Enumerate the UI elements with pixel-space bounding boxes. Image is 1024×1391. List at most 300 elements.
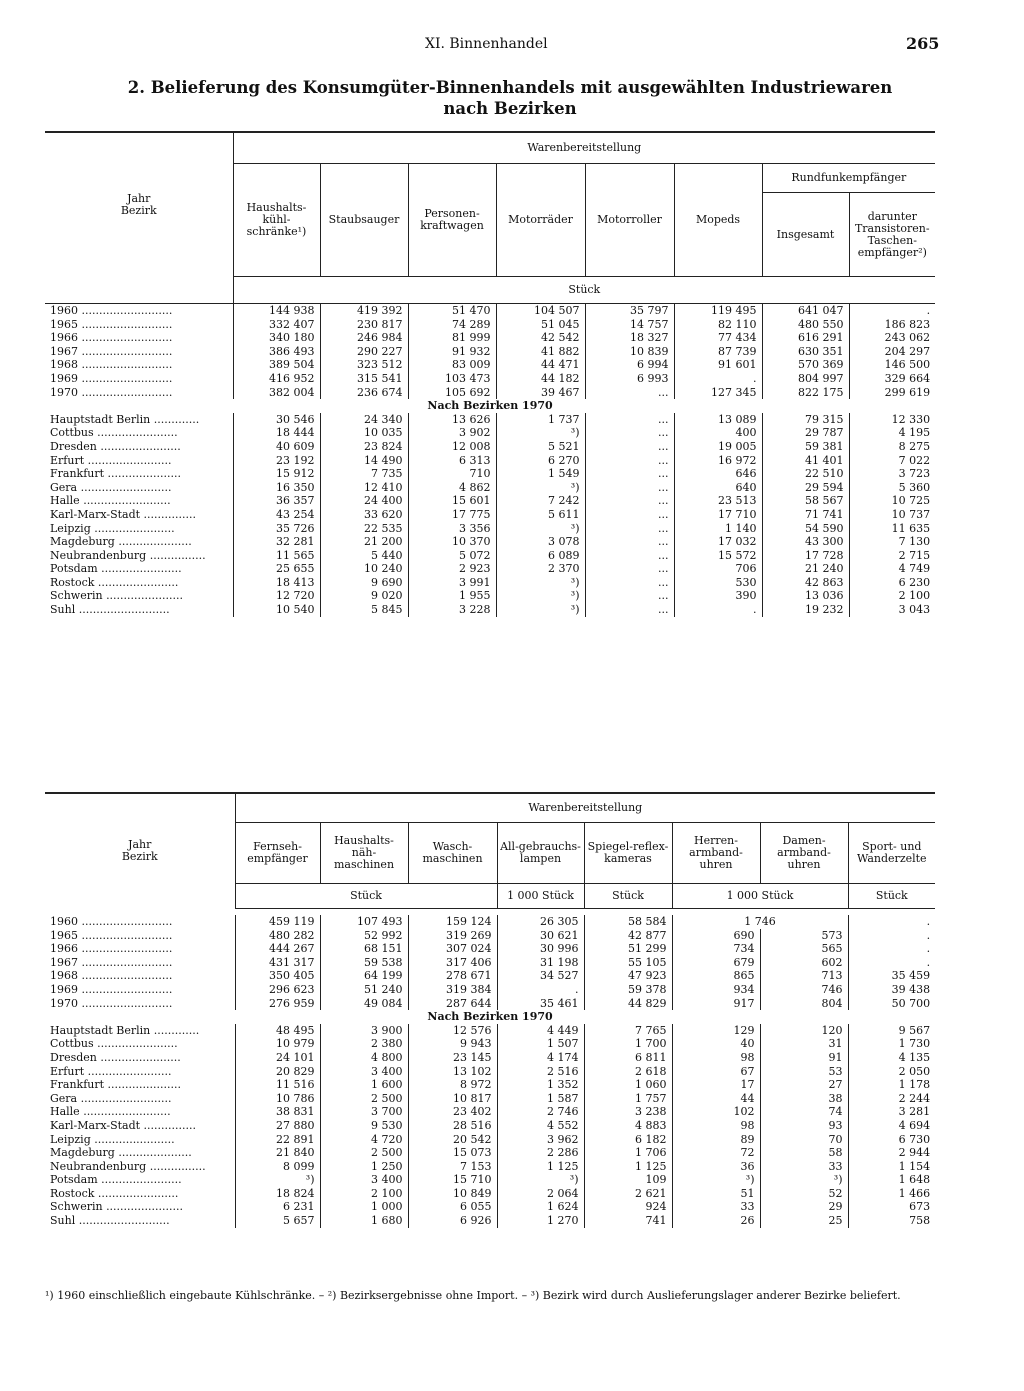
- table-cell: 74 289: [408, 318, 496, 332]
- table-cell: 317 406: [408, 956, 497, 970]
- table-cell: 18 327: [585, 331, 674, 345]
- table-cell: ...: [585, 494, 674, 508]
- table-cell: 72: [672, 1146, 760, 1160]
- table-row: [45, 942, 935, 956]
- row-label: 1966 ..........................: [50, 331, 173, 345]
- table-cell: ...: [585, 454, 674, 468]
- table-cell: 33: [760, 1160, 848, 1174]
- table-cell: 82 110: [674, 318, 762, 332]
- table-cell: 39 438: [848, 983, 935, 997]
- table-cell: 1 140: [674, 522, 762, 536]
- table-row: [45, 413, 935, 427]
- table-row: [45, 983, 935, 997]
- table-cell: 17 775: [408, 508, 496, 522]
- table-cell: 81 999: [408, 331, 496, 345]
- table-cell: 690: [672, 929, 760, 943]
- table-cell: 7 765: [584, 1024, 672, 1038]
- table-cell: 307 024: [408, 942, 497, 956]
- table-cell: 1 624: [497, 1200, 584, 1214]
- table-cell: 23 513: [674, 494, 762, 508]
- col-header: Sport- und Wanderzelte: [848, 823, 935, 884]
- table-row: [45, 535, 935, 549]
- table-cell: 47 923: [584, 969, 672, 983]
- table-cell: 2 380: [320, 1037, 408, 1051]
- unit-label: 1 000 Stück: [497, 884, 584, 909]
- col-header: Herren-armband-uhren: [672, 823, 760, 884]
- table-cell: 91 932: [408, 345, 496, 359]
- table-cell: 29 594: [762, 481, 849, 495]
- table-cell: 42 877: [584, 929, 672, 943]
- stub-header: [45, 793, 235, 909]
- table-cell: 17 032: [674, 535, 762, 549]
- table-cell: 74: [760, 1105, 848, 1119]
- table-cell: 51 470: [408, 304, 496, 318]
- table-cell: 602: [760, 956, 848, 970]
- table-cell: 204 297: [849, 345, 935, 359]
- table-cell: 23 192: [233, 454, 320, 468]
- table-cell: 104 507: [496, 304, 585, 318]
- table-cell: 865: [672, 969, 760, 983]
- table-cell: 319 269: [408, 929, 497, 943]
- table-cell: 10 240: [320, 562, 408, 576]
- table-cell: 15 710: [408, 1173, 497, 1187]
- table-cell: 119 495: [674, 304, 762, 318]
- table-cell: 4 883: [584, 1119, 672, 1133]
- table-cell: 804 997: [762, 372, 849, 386]
- table-cell: .: [848, 956, 935, 970]
- table-cell: 11 565: [233, 549, 320, 563]
- table-cell: 287 644: [408, 997, 497, 1011]
- table-cell: 641 047: [762, 304, 849, 318]
- table-cell: 444 267: [235, 942, 320, 956]
- table-cell: 16 972: [674, 454, 762, 468]
- table-cell: 1 178: [848, 1078, 935, 1092]
- table-cell: 1 125: [497, 1160, 584, 1174]
- table-cell: 4 449: [497, 1024, 584, 1038]
- table-row: [45, 481, 935, 495]
- table-cell: 12 720: [233, 589, 320, 603]
- table-cell: 278 671: [408, 969, 497, 983]
- table-cell: ...: [585, 426, 674, 440]
- row-label: Magdeburg .....................: [50, 1146, 192, 1160]
- table-cell: ...: [585, 440, 674, 454]
- row-label: 1965 ..........................: [50, 317, 173, 331]
- table-cell: 6 182: [584, 1133, 672, 1147]
- table-cell: 1 352: [497, 1078, 584, 1092]
- table-cell: 530: [674, 576, 762, 590]
- table-cell: 35 459: [848, 969, 935, 983]
- table2-years: [45, 915, 935, 1010]
- table1-years: [45, 304, 935, 400]
- table-cell: 5 611: [496, 508, 585, 522]
- table-cell: 243 062: [849, 331, 935, 345]
- table-row: [45, 1214, 935, 1228]
- table-cell: 1 955: [408, 589, 496, 603]
- table-cell: 741: [584, 1214, 672, 1228]
- table-cell: 570 369: [762, 358, 849, 372]
- table-cell: 9 943: [408, 1037, 497, 1051]
- table-cell: 15 572: [674, 549, 762, 563]
- table-cell: 35 461: [497, 997, 584, 1011]
- table-cell: 1 648: [848, 1173, 935, 1187]
- table-cell: 1 125: [584, 1160, 672, 1174]
- table-cell: 706: [674, 562, 762, 576]
- table-cell: 29: [760, 1200, 848, 1214]
- table-cell: ...: [585, 562, 674, 576]
- table-cell: .: [848, 942, 935, 956]
- table-cell: 2 621: [584, 1187, 672, 1201]
- table-row: [45, 929, 935, 943]
- table-row: [45, 494, 935, 508]
- table-cell: 83 009: [408, 358, 496, 372]
- table-cell: 332 407: [233, 318, 320, 332]
- table-cell: 24 340: [320, 413, 408, 427]
- table-cell: 40 609: [233, 440, 320, 454]
- table-cell: ³): [235, 1173, 320, 1187]
- unit-label: Stück: [584, 884, 672, 909]
- table-cell: 43 254: [233, 508, 320, 522]
- table-cell: 120: [760, 1024, 848, 1038]
- row-label: Karl-Marx-Stadt ...............: [50, 507, 196, 521]
- table-cell: 296 623: [235, 983, 320, 997]
- table-cell: 5 440: [320, 549, 408, 563]
- table-cell: 6 730: [848, 1133, 935, 1147]
- col-header: Fernseh-empfänger: [235, 823, 320, 884]
- table-cell: 67: [672, 1065, 760, 1079]
- table-cell: 17: [672, 1078, 760, 1092]
- table-cell: 3 400: [320, 1065, 408, 1079]
- table-cell: 1 706: [584, 1146, 672, 1160]
- table-cell: 44 471: [496, 358, 585, 372]
- row-label: Magdeburg .....................: [50, 535, 192, 549]
- row-label: Potsdam .......................: [50, 1173, 182, 1187]
- table-cell: 51 240: [320, 983, 408, 997]
- table-cell: .: [674, 372, 762, 386]
- table-cell: 9 020: [320, 589, 408, 603]
- table-row: [45, 969, 935, 983]
- table-row: [45, 372, 935, 386]
- table-cell: ...: [585, 576, 674, 590]
- unit-label: Stück: [848, 884, 935, 909]
- table-row: [45, 304, 935, 318]
- table-row: [45, 562, 935, 576]
- row-label: Suhl ..........................: [50, 603, 170, 617]
- table-row: [45, 318, 935, 332]
- table-cell: 17 728: [762, 549, 849, 563]
- table-cell: 1 000: [320, 1200, 408, 1214]
- table-cell: 10 817: [408, 1092, 497, 1106]
- table-cell: 13 036: [762, 589, 849, 603]
- table-cell: 2 370: [496, 562, 585, 576]
- col-header: Mopeds: [674, 164, 762, 277]
- col-header: Staubsauger: [320, 164, 408, 277]
- col-header: darunter Transistoren-Taschen-empfänger²): [849, 193, 935, 277]
- row-label: 1969 ..........................: [50, 982, 173, 996]
- stub-header-year: Jahr: [127, 191, 151, 205]
- row-label: Karl-Marx-Stadt ...............: [50, 1118, 196, 1132]
- table-cell: 21 240: [762, 562, 849, 576]
- col-header: Motorroller: [585, 164, 674, 277]
- table-cell: 4 195: [849, 426, 935, 440]
- table-cell: 2 100: [849, 589, 935, 603]
- table-cell: 91 601: [674, 358, 762, 372]
- table-cell: 5 360: [849, 481, 935, 495]
- table-cell: 105 692: [408, 386, 496, 400]
- table-cell: 31: [760, 1037, 848, 1051]
- table-cell: 2 516: [497, 1065, 584, 1079]
- table-cell: 3 723: [849, 467, 935, 481]
- row-label: Hauptstadt Berlin .............: [50, 412, 200, 426]
- row-label: Hauptstadt Berlin .............: [50, 1023, 200, 1037]
- row-label: Leipzig .......................: [50, 521, 175, 535]
- table-row: [45, 1065, 935, 1079]
- table-cell: 8 972: [408, 1078, 497, 1092]
- table-cell: 7 242: [496, 494, 585, 508]
- col-header: Haushalts-näh-maschinen: [320, 823, 408, 884]
- row-label: Leipzig .......................: [50, 1132, 175, 1146]
- table-cell: 102: [672, 1105, 760, 1119]
- table-cell: 1 730: [848, 1037, 935, 1051]
- table-cell: ³): [496, 522, 585, 536]
- table-cell: 2 746: [497, 1105, 584, 1119]
- table-cell: 58: [760, 1146, 848, 1160]
- table-cell: 19 232: [762, 603, 849, 617]
- table-cell: 6 231: [235, 1200, 320, 1214]
- table-cell: 480 550: [762, 318, 849, 332]
- table-cell: 4 862: [408, 481, 496, 495]
- row-label: Halle .........................: [50, 494, 171, 508]
- table-cell: .: [848, 915, 935, 929]
- table-cell: 1 060: [584, 1078, 672, 1092]
- table-row: [45, 386, 935, 400]
- table-cell: 6 313: [408, 454, 496, 468]
- table-cell: 480 282: [235, 929, 320, 943]
- table-cell: 93: [760, 1119, 848, 1133]
- table-cell: 673: [848, 1200, 935, 1214]
- table-cell: ...: [585, 386, 674, 400]
- table-cell: 734: [672, 942, 760, 956]
- table-cell: 12 576: [408, 1024, 497, 1038]
- row-label: Dresden .......................: [50, 439, 181, 453]
- table-cell: ³): [496, 603, 585, 617]
- row-label: 1968 ..........................: [50, 358, 173, 372]
- table-cell: 5 521: [496, 440, 585, 454]
- running-title: XI. Binnenhandel: [425, 36, 548, 52]
- table-cell: 382 004: [233, 386, 320, 400]
- table-cell: 44: [672, 1092, 760, 1106]
- table-cell: 26: [672, 1214, 760, 1228]
- table-cell: 4 135: [848, 1051, 935, 1065]
- table-cell: 6 230: [849, 576, 935, 590]
- table-cell: 23 145: [408, 1051, 497, 1065]
- title-line-1: 2. Belieferung des Konsumgüter-Binnenhandels mit ausgewählten Industriewaren: [127, 78, 893, 97]
- table-cell: 18 824: [235, 1187, 320, 1201]
- table-cell: 20 542: [408, 1133, 497, 1147]
- table-cell: 2 100: [320, 1187, 408, 1201]
- table-row: [45, 454, 935, 468]
- stub-header-year: Jahr: [128, 838, 152, 852]
- row-label: Neubrandenburg ................: [50, 548, 206, 562]
- table-cell: 22 510: [762, 467, 849, 481]
- col-header: Personen-kraftwagen: [408, 164, 496, 277]
- table-cell: 38 831: [235, 1105, 320, 1119]
- table-cell: 3 962: [497, 1133, 584, 1147]
- table-cell: ³): [672, 1173, 760, 1187]
- table-cell: 51: [672, 1187, 760, 1201]
- table-cell: 710: [408, 467, 496, 481]
- table-cell: 319 384: [408, 983, 497, 997]
- table-row: [45, 1133, 935, 1147]
- table-cell: 59 538: [320, 956, 408, 970]
- row-label: 1967 ..........................: [50, 344, 173, 358]
- table-cell: 9 530: [320, 1119, 408, 1133]
- table-cell: 39 467: [496, 386, 585, 400]
- table-cell: 2 500: [320, 1146, 408, 1160]
- table-cell: 11 635: [849, 522, 935, 536]
- table-cell: 917: [672, 997, 760, 1011]
- table-cell: 77 434: [674, 331, 762, 345]
- table-cell: 10 737: [849, 508, 935, 522]
- table-row: [45, 1078, 935, 1092]
- row-label: Potsdam .......................: [50, 562, 182, 576]
- table-cell: 51 045: [496, 318, 585, 332]
- table-cell: 3 902: [408, 426, 496, 440]
- table-row: [45, 358, 935, 372]
- table-cell: 28 516: [408, 1119, 497, 1133]
- table-cell: 6 811: [584, 1051, 672, 1065]
- table-cell: 91: [760, 1051, 848, 1065]
- table-cell: 924: [584, 1200, 672, 1214]
- table-cell: 419 392: [320, 304, 408, 318]
- title-line-2: nach Bezirken: [443, 99, 577, 118]
- table-cell: 4 174: [497, 1051, 584, 1065]
- table-row: [45, 549, 935, 563]
- table-cell: 3 700: [320, 1105, 408, 1119]
- row-label: Frankfurt .....................: [50, 1078, 181, 1092]
- table-cell: ...: [585, 413, 674, 427]
- row-label: 1965 ..........................: [50, 928, 173, 942]
- table-cell: 79 315: [762, 413, 849, 427]
- section-label: Nach Bezirken 1970: [427, 1010, 553, 1024]
- table-row: [45, 467, 935, 481]
- table-cell: 1 737: [496, 413, 585, 427]
- table-cell: 68 151: [320, 942, 408, 956]
- table-cell: 3 238: [584, 1105, 672, 1119]
- table-cell: 746: [760, 983, 848, 997]
- table-cell: 89: [672, 1133, 760, 1147]
- table-cell: 386 493: [233, 345, 320, 359]
- table-cell: 10 540: [233, 603, 320, 617]
- table-cell: 4 749: [849, 562, 935, 576]
- table-cell: ...: [585, 535, 674, 549]
- table-cell: 276 959: [235, 997, 320, 1011]
- row-label: 1970 ..........................: [50, 385, 173, 399]
- row-label: Halle .........................: [50, 1105, 171, 1119]
- table-cell: ...: [585, 603, 674, 617]
- table-cell: 1 549: [496, 467, 585, 481]
- table-cell: 2 618: [584, 1065, 672, 1079]
- table-row: [45, 1200, 935, 1214]
- col-header: Wasch-maschinen: [408, 823, 497, 884]
- table-row: [45, 1105, 935, 1119]
- table-cell: 59 381: [762, 440, 849, 454]
- table-cell: 51 299: [584, 942, 672, 956]
- table-cell: 159 124: [408, 915, 497, 929]
- table-cell: 87 739: [674, 345, 762, 359]
- table-cell: 646: [674, 467, 762, 481]
- table-cell: 3 400: [320, 1173, 408, 1187]
- table-cell: 17 710: [674, 508, 762, 522]
- table-cell: 7 130: [849, 535, 935, 549]
- table-cell: 713: [760, 969, 848, 983]
- row-label: Frankfurt .....................: [50, 467, 181, 481]
- section-label: Nach Bezirken 1970: [427, 399, 553, 413]
- col-header: Insgesamt: [762, 193, 849, 277]
- table-row: [45, 915, 935, 929]
- row-label: 1960 ..........................: [50, 304, 173, 317]
- table-cell: 329 664: [849, 372, 935, 386]
- table-cell: 49 084: [320, 997, 408, 1011]
- table-row: [45, 589, 935, 603]
- table-cell: 25: [760, 1214, 848, 1228]
- table-cell: 10 035: [320, 426, 408, 440]
- table-cell: 14 490: [320, 454, 408, 468]
- table-cell: 32 281: [233, 535, 320, 549]
- table-cell: 1 587: [497, 1092, 584, 1106]
- table-cell: 58 584: [584, 915, 672, 929]
- table-cell: 4 800: [320, 1051, 408, 1065]
- table-cell: 98: [672, 1051, 760, 1065]
- table-cell: 804: [760, 997, 848, 1011]
- table-cell: 3 078: [496, 535, 585, 549]
- row-label: 1970 ..........................: [50, 996, 173, 1010]
- row-label: 1966 ..........................: [50, 942, 173, 956]
- table-row: [45, 331, 935, 345]
- table-cell: 630 351: [762, 345, 849, 359]
- table-cell: 679: [672, 956, 760, 970]
- row-label: Erfurt ........................: [50, 1064, 172, 1078]
- table-cell: ³): [760, 1173, 848, 1187]
- table-cell: 6 089: [496, 549, 585, 563]
- table-cell: 1 746: [672, 915, 848, 929]
- row-label: Rostock .......................: [50, 575, 179, 589]
- table-cell: 44 829: [584, 997, 672, 1011]
- row-label: Cottbus .......................: [50, 426, 178, 440]
- table-row: [45, 1187, 935, 1201]
- table-cell: .: [497, 983, 584, 997]
- table-2: [45, 792, 935, 1228]
- table-cell: 3 356: [408, 522, 496, 536]
- table-cell: 2 944: [848, 1146, 935, 1160]
- table-cell: 15 601: [408, 494, 496, 508]
- table-cell: 41 882: [496, 345, 585, 359]
- row-label: Gera ..........................: [50, 1091, 172, 1105]
- table-cell: ...: [585, 549, 674, 563]
- table-cell: 1 466: [848, 1187, 935, 1201]
- table-cell: 8 099: [235, 1160, 320, 1174]
- table-cell: 6 993: [585, 372, 674, 386]
- table-row: [45, 997, 935, 1011]
- table-cell: ...: [585, 589, 674, 603]
- table-cell: 70: [760, 1133, 848, 1147]
- table-cell: 2 715: [849, 549, 935, 563]
- table-row: [45, 1119, 935, 1133]
- table-cell: 40: [672, 1037, 760, 1051]
- table-cell: 35 726: [233, 522, 320, 536]
- table-cell: 12 008: [408, 440, 496, 454]
- table-cell: ³): [496, 589, 585, 603]
- table-row: [45, 345, 935, 359]
